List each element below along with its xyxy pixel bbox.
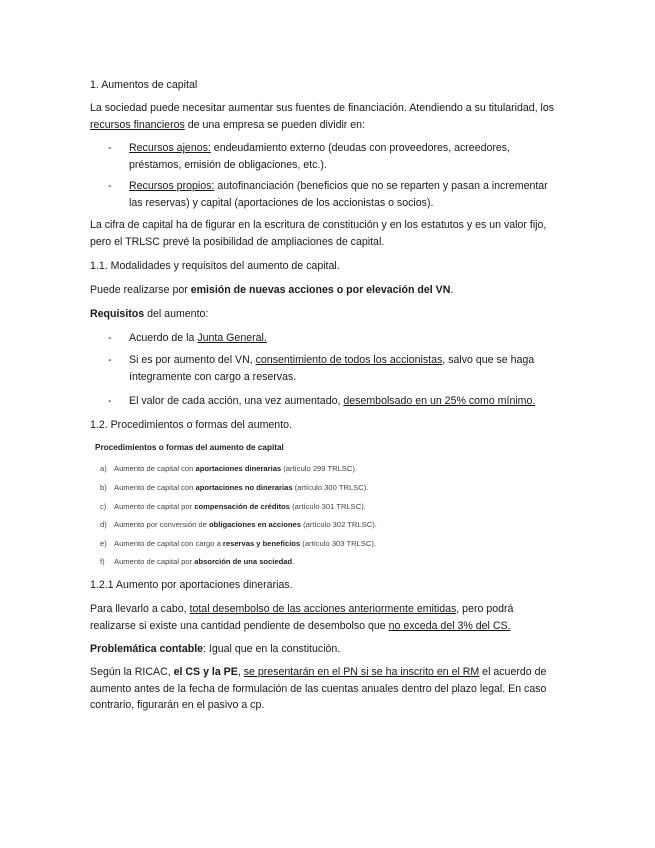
procedure-item: d) Aumento por conversión de obligaciones en acciones (artículo 302 TRLSC). xyxy=(100,520,377,529)
section-heading-1-2-1: 1.2.1 Aumento por aportaciones dinerarias. xyxy=(90,579,293,591)
section-heading-1-2: 1.2. Procedimientos o formas del aumento. xyxy=(90,419,292,431)
section-heading-1: 1. Aumentos de capital xyxy=(90,79,198,91)
intro-paragraph: La sociedad puede necesitar aumentar sus fuentes de financiación. Atendiendo a su titularidad, los recursos financieros de una empresa se pueden dividir en: xyxy=(90,102,555,131)
modalidades-paragraph: Puede realizarse por emisión de nuevas acciones o por elevación del VN. xyxy=(90,284,454,296)
procedure-item: b) Aumento de capital con aportaciones no dinerarias (artículo 300 TRLSC). xyxy=(100,483,369,492)
procedure-item: e) Aumento de capital con cargo a reservas y beneficios (artículo 303 TRLSC). xyxy=(100,539,377,548)
ricac-paragraph: Según la RICAC, el CS y la PE, se presentarán en el PN si se ha inscrito en el RM el acuerdo de aumento antes de la fecha de formulación de las cuentas anuales dentro del plazo legal. En caso contrario, figurarán en el pasivo a cp. xyxy=(90,666,547,711)
procedures-figure-title: Procedimientos o formas del aumento de capital xyxy=(95,443,284,452)
section-heading-1-1: 1.1. Modalidades y requisitos del aumento de capital. xyxy=(90,260,340,272)
capital-paragraph: La cifra de capital ha de figurar en la escritura de constitución y en los estatutos y es un valor fijo, pero el TRLSC prevé la posibilidad de ampliaciones de capital. xyxy=(90,219,547,248)
procedure-item: f) Aumento de capital por absorción de una sociedad. xyxy=(100,557,295,566)
requisitos-paragraph: Requisitos del aumento: xyxy=(90,308,209,320)
aportaciones-paragraph: Para llevarlo a cabo, total desembolso de las acciones anteriormente emitidas, pero podrá realizarse si existe una cantidad pendiente de desembolso que no exceda del 3% del CS. xyxy=(90,603,514,632)
problematica-paragraph: Problemática contable: Igual que en la constitución. xyxy=(90,643,341,655)
procedure-item: a) Aumento de capital con aportaciones dinerarias (artículo 299 TRLSC). xyxy=(100,464,357,473)
document-page: 1. Aumentos de capital La sociedad puede necesitar aumentar sus fuentes de financiación. Atendiendo a su titularidad, los recursos financieros de una empresa se pueden dividir en: - Recursos ajenos: endeudamiento externo (deudas con proveedores, acreedores, préstamos, emisión de obligaciones, etc.). - Recursos propios: autofinanciación (beneficios que no se reparten y pasan a incrementar las reservas) y capital (aportaciones de los accionistas o socios). La cifra de capital ha de figurar en la escritura de constitución y en los estatutos y es un valor fijo, pero el TRLSC prevé la posibilidad de ampliaciones de capital. 1.1. Modalidades y requisitos del aumento de capital. Puede realizarse por emisión de nuevas acciones o por elevación del VN. Requisitos del aumento: - Acuerdo de la Junta General. - Si es por aumento del VN, consentimiento de todos los accionistas, salvo que se haga íntegramente con cargo a reservas. - El valor de cada acción, una vez aumentado, desembolsado en un 25% como mínimo. 1.2. Procedimientos o formas del aumento. Procedimientos o formas del aumento de capital a) Aumento de capital con aportaciones dinerarias (artículo 299 TRLSC). b) Aumento de capital con aportaciones no dinerarias (artículo 300 TRLSC). c) Aumento de capital por compensación de créditos (artículo 301 TRLSC). d) Aumento por conversión de obligaciones en acciones (artículo 302 TRLSC). e) Aumento de capital con cargo a reservas y beneficios (artículo 303 TRLSC). f) Aumento de capital por absorción de una sociedad. 1.2.1 Aumento por aportaciones dinerarias. Para llevarlo a cabo, total desembolso de las acciones anteriormente emitidas, pero podrá realizarse si existe una cantidad pendiente de desembolso que no exceda del 3% del CS. Problemática contable: Igual que en la constitución. Según la RICAC, el CS y la PE, se presentarán en el PN si se ha inscrito en el RM el acuerdo de aumento antes de la fecha de formulación de las cuentas anuales dentro del plazo legal. En caso contrario, figurarán en el pasivo a cp. xyxy=(0,0,655,848)
procedure-item: c) Aumento de capital por compensación de créditos (artículo 301 TRLSC). xyxy=(100,502,366,511)
